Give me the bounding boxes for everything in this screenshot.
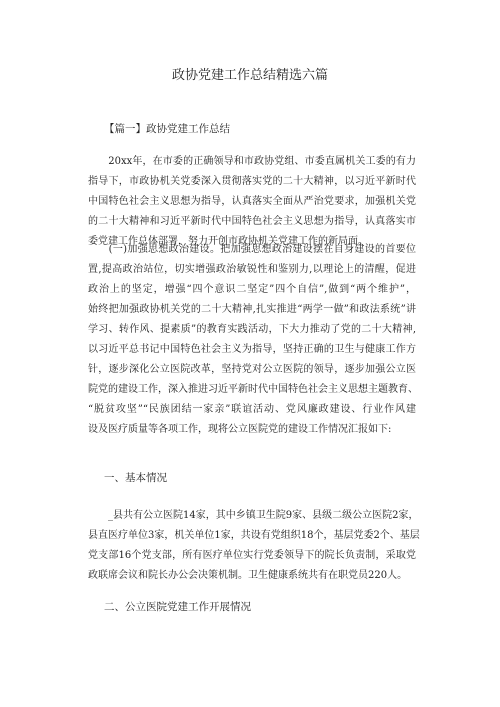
paragraph-line: 始终把加强政协机关党的二十大精神,扎实推进“两学一做”和政法系统”讲 [88,304,416,315]
document-title: 政协党建工作总结精选六篇 [171,68,328,83]
paragraph-line: 党支部16个党支部，所有医疗单位实行党委领导下的院长负责制，采取党 [88,550,416,561]
paragraph-line: 学习、转作风、提素质”的教育实践活动，下大力推动了党的二十大精神, [88,324,416,335]
paragraph-1 [88,152,416,252]
paragraph-line: 县直医疗单位3家，机关单位1家，共设有党组织18个，基层党委2个、基层 [88,530,420,541]
paragraph-line: 政治上的坚定，增强“四个意识二坚定”四个自信”,做到“两个维护”， [88,284,416,295]
paragraph-line: 置,提高政治站位，切实增强政治敏锐性和鉴别力,以理论上的清醒，促进 [88,264,416,275]
paragraph-line: 政联席会议和院长办公会决策机制。卫生健康系统共有在职党员220人。 [88,570,408,581]
paragraph-line: 的二十大精神和习近平新时代中国特色社会主义思想为指导，认真落实市 [88,216,416,227]
paragraph-line: _县共有公立医院14家，其中乡镇卫生院9家、县级二级公立医院2家， [88,510,419,521]
paragraph-line: 院党的建设工作，深入推进习近平新时代中国特色社会主义思想主题教育、 [88,384,418,395]
paragraph-line: 以习近平总书记中国特色社会主义为指导，坚持正确的卫生与健康工作方 [88,344,416,355]
paragraph-line: 指导下，市政协机关党委深入贯彻落实党的二十大精神，以习近平新时代 [88,176,416,187]
paragraph-line: 设及医疗质量等各项工作，现将公立医院党的建设工作情况汇报如下: [88,424,392,435]
paragraph-3 [88,506,420,586]
paragraph-line: 20xx年，在市委的正确领导和市政协党组、市委直属机关工委的有力 [88,156,416,167]
paragraph-line: 中国特色社会主义思想为指导，认真落实全面从严治党要求，加强机关党 [88,196,416,207]
heading-party-work: 二、公立医院党建工作开展情况 [104,601,251,613]
paragraph-line: 针，逐步深化公立医院改革，坚持党对公立医院的领导，逐步加强公立医 [88,364,416,375]
paragraph-line: (一)加强思想政治建设。把加强思想政治建设摆在自身建设的首要位 [88,244,416,255]
paragraph-2 [88,240,416,440]
paragraph-line: 委党建工作总体部署，努力开创市政协机关党建工作的新局面。 [88,236,368,247]
section-heading: 【篇一】政协党建工作总结 [104,123,230,135]
paragraph-line: “脱贫攻坚”“民族团结一家亲”联谊活动、党风廉政建设、行业作风建 [88,404,416,415]
heading-basic-info: 一、基本情况 [104,472,167,484]
